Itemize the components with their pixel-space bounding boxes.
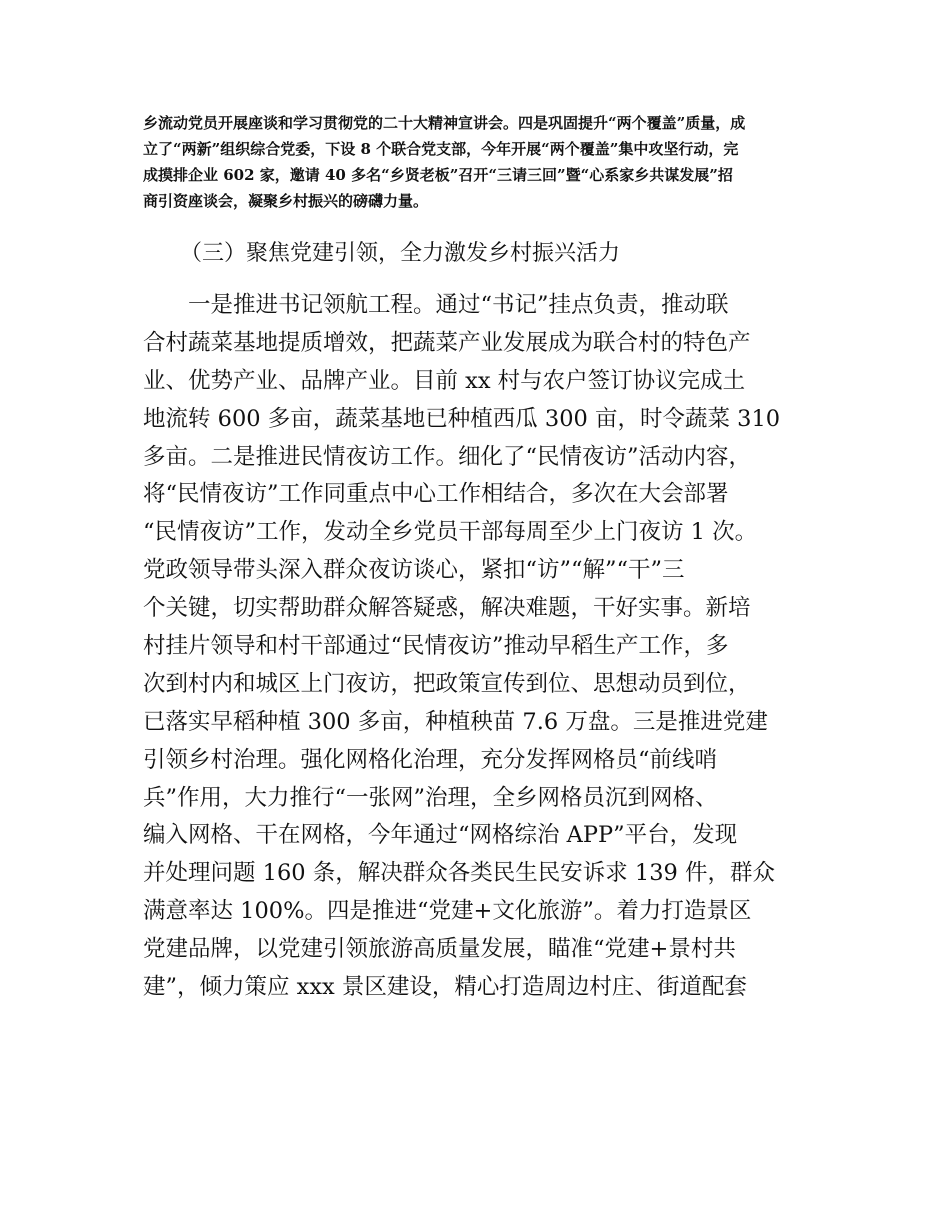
intro-line: 成摸排企业 602 家，邀请 40 多名“乡贤老板”召开“三请三回”暨“心系家乡共谋发展”招 [143, 166, 733, 184]
intro-paragraph [143, 110, 811, 214]
body-line: 一是推进书记领航工程。通过“书记”挂点负责，推动联 [143, 292, 729, 318]
body-line: 合村蔬菜基地提质增效，把蔬菜产业发展成为联合村的特色产 [143, 329, 751, 356]
intro-line: 立了“两新”组织综合党委，下设 8 个联合党支部，今年开展“两个覆盖”集中攻坚行动，完 [143, 140, 739, 158]
body-line: 党政领导带头深入群众夜访谈心，紧扣“访”“解”“干”三 [143, 557, 685, 584]
body-line: 引领乡村治理。强化网格化治理，充分发挥网格员“前线哨 [143, 746, 718, 773]
body-line: 村挂片领导和村干部通过“民情夜访”推动早稻生产工作，多 [143, 633, 729, 660]
body-line: 个关键，切实帮助群众解答疑惑，解决难题，干好实事。新培 [143, 595, 751, 622]
body-line: 次到村内和城区上门夜访，把政策宣传到位、思想动员到位， [143, 670, 751, 697]
body-line: 将“民情夜访”工作同重点中心工作相结合，多次在大会部署 [143, 481, 729, 508]
body-line: “民情夜访”工作，发动全乡党员干部每周至少上门夜访 1 次。 [143, 519, 758, 546]
intro-line: 商引资座谈会，凝聚乡村振兴的磅礴力量。 [143, 192, 429, 210]
intro-line: 乡流动党员开展座谈和学习贯彻党的二十大精神宣讲会。四是巩固提升“两个覆盖”质量，成 [143, 114, 746, 132]
body-line: 编入网格、干在网格，今年通过“网格综治 APP”平台，发现 [143, 822, 738, 849]
body-paragraph [143, 287, 823, 1007]
body-line: 已落实早稻种植 300 多亩，种植秧苗 7.6 万盘。三是推进党建 [143, 708, 768, 735]
body-line: 并处理问题 160 条，解决群众各类民生民安诉求 139 件，群众 [143, 860, 776, 887]
body-line: 业、优势产业、品牌产业。目前 xx 村与农户签订协议完成土 [143, 367, 746, 394]
body-line: 多亩。二是推进民情夜访工作。细化了“民情夜访”活动内容， [143, 443, 752, 470]
section-heading: （三）聚焦党建引领，全力激发乡村振兴活力 [180, 241, 621, 266]
body-line: 兵”作用，大力推行“一张网”治理，全乡网格员沉到网格、 [143, 784, 718, 811]
body-line: 党建品牌，以党建引领旅游高质量发展，瞄准“党建+景村共 [143, 936, 736, 963]
body-line: 地流转 600 多亩，蔬菜基地已种植西瓜 300 亩，时令蔬菜 310 [143, 405, 781, 432]
body-line: 满意率达 100%。四是推进“党建+文化旅游”。着力打造景区 [143, 898, 752, 925]
body-line: 建”，倾力策应 xxx 景区建设，精心打造周边村庄、街道配套 [143, 974, 747, 1001]
